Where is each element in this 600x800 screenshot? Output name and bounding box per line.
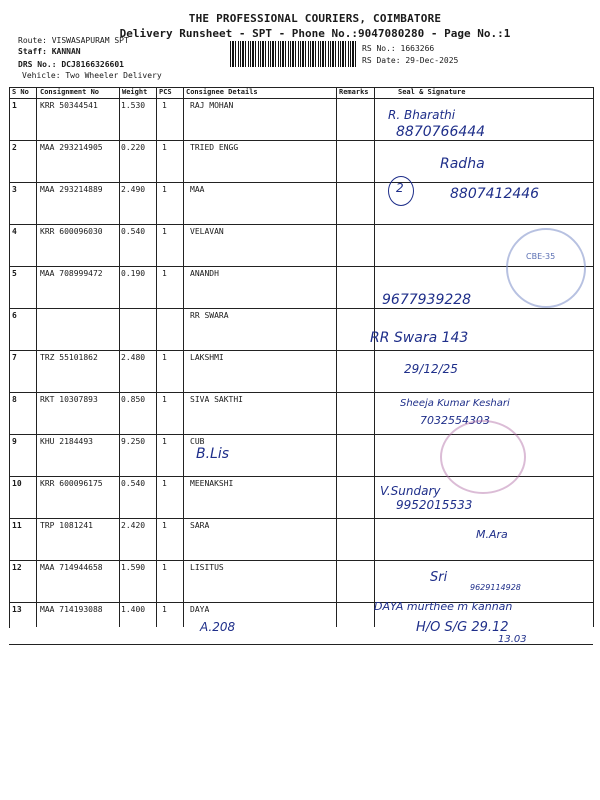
row-pcs: 1 xyxy=(162,269,167,278)
col-consignment: Consignment No xyxy=(40,88,100,96)
row-consignee: TRIED ENGG xyxy=(190,143,239,152)
row-consignee: RR SWARA xyxy=(190,311,229,320)
row-weight: 2.490 xyxy=(121,185,146,194)
row-weight: 9.250 xyxy=(121,437,146,446)
handwritten-phone: 9952015533 xyxy=(396,498,473,512)
handwritten-name: R. Bharathi xyxy=(388,108,456,122)
row-sno: 9 xyxy=(12,437,17,446)
row-pcs: 1 xyxy=(162,479,167,488)
col-pcs: PCS xyxy=(159,88,172,96)
handwritten-signature: M.Ara xyxy=(476,528,508,541)
handwritten-date: 29/12/25 xyxy=(404,362,458,376)
row-weight: 0.850 xyxy=(121,395,146,404)
row-weight: 1.590 xyxy=(121,563,146,572)
row-weight: 0.220 xyxy=(121,143,146,152)
row-pcs: 1 xyxy=(162,353,167,362)
row-pcs: 1 xyxy=(162,185,167,194)
drs-number: DRS No.: DCJ8166326601 xyxy=(18,60,124,69)
row-sno: 1 xyxy=(12,101,17,110)
row-sno: 7 xyxy=(12,353,17,362)
row-divider xyxy=(9,350,593,351)
row-consignee: ANANDH xyxy=(190,269,219,278)
seal-stamp xyxy=(506,228,586,308)
handwritten-phone: 8870766444 xyxy=(396,124,486,140)
row-divider xyxy=(9,140,593,141)
handwritten-phone: 9677939228 xyxy=(382,292,472,308)
row-consignment: MAA 293214889 xyxy=(40,185,103,194)
col-seal-signature: Seal & Signature xyxy=(398,88,466,96)
handwritten-note: H/O S/G 29.12 xyxy=(416,620,509,635)
handwritten-note: 13.03 xyxy=(498,634,527,645)
row-sno: 2 xyxy=(12,143,17,152)
runsheet-title: Delivery Runsheet - SPT - Phone No.:9047080280 - Page No.:1 xyxy=(119,27,511,40)
row-consignment: MAA 714193088 xyxy=(40,605,103,614)
row-pcs: 1 xyxy=(162,143,167,152)
row-divider xyxy=(9,224,593,225)
handwritten-note: RR Swara 143 xyxy=(370,330,469,346)
handwritten-mark: 2 xyxy=(396,181,404,195)
row-pcs: 1 xyxy=(162,101,167,110)
row-weight: 0.540 xyxy=(121,227,146,236)
row-consignee: RAJ MOHAN xyxy=(190,101,234,110)
row-consignee: VELAVAN xyxy=(190,227,224,236)
row-consignment: RKT 10307893 xyxy=(40,395,98,404)
handwritten-name: Radha xyxy=(440,156,485,172)
row-sno: 6 xyxy=(12,311,17,320)
row-pcs: 1 xyxy=(162,227,167,236)
row-pcs: 1 xyxy=(162,563,167,572)
handwritten-phone: 8807412446 xyxy=(450,186,540,202)
route-label: Route: VISWASAPURAM SPT xyxy=(18,36,129,45)
row-weight: 0.540 xyxy=(121,479,146,488)
row-divider xyxy=(9,182,593,183)
row-consignment: TRP 1081241 xyxy=(40,521,93,530)
row-sno: 10 xyxy=(12,479,22,488)
row-divider xyxy=(9,308,593,309)
col-consignee: Consignee Details xyxy=(186,88,258,96)
row-sno: 5 xyxy=(12,269,17,278)
row-consignment: MAA 708999472 xyxy=(40,269,103,278)
col-weight: Weight xyxy=(122,88,148,96)
handwritten-signature: Sri xyxy=(430,570,448,585)
row-consignee: LAKSHMI xyxy=(190,353,224,362)
row-sno: 8 xyxy=(12,395,17,404)
rs-date: RS Date: 29-Dec-2025 xyxy=(362,56,459,65)
row-consignment: KHU 2184493 xyxy=(40,437,93,446)
row-weight: 2.480 xyxy=(121,353,146,362)
row-weight: 1.400 xyxy=(121,605,146,614)
row-weight: 1.530 xyxy=(121,101,146,110)
row-consignment: TRZ 55101862 xyxy=(40,353,98,362)
row-consignee: MAA xyxy=(190,185,205,194)
row-consignee: SARA xyxy=(190,521,210,530)
handwritten-phone: 7032554303 xyxy=(420,414,490,427)
row-consignment: KRR 50344541 xyxy=(40,101,98,110)
row-consignee: LISITUS xyxy=(190,563,224,572)
row-consignment: KRR 600096030 xyxy=(40,227,103,236)
handwritten-note: B.Lis xyxy=(196,446,230,462)
row-consignee: SIVA SAKTHI xyxy=(190,395,243,404)
col-remarks: Remarks xyxy=(339,88,369,96)
handwritten-name: Sheeja Kumar Keshari xyxy=(400,398,510,409)
row-consignment: KRR 600096175 xyxy=(40,479,103,488)
row-sno: 13 xyxy=(12,605,22,614)
handwritten-address: A.208 xyxy=(200,620,236,634)
row-sno: 12 xyxy=(12,563,22,572)
barcode xyxy=(230,41,356,67)
staff-label: Staff: KANNAN xyxy=(18,47,81,56)
row-weight: 0.190 xyxy=(121,269,146,278)
company-name: THE PROFESSIONAL COURIERS, COIMBATORE xyxy=(188,12,442,25)
row-pcs: 1 xyxy=(162,605,167,614)
row-divider xyxy=(9,392,593,393)
row-pcs: 1 xyxy=(162,395,167,404)
handwritten-phone: 9629114928 xyxy=(470,583,521,592)
handwritten-name: V.Sundary xyxy=(380,484,441,498)
row-weight: 2.420 xyxy=(121,521,146,530)
row-pcs: 1 xyxy=(162,437,167,446)
row-consignee: DAYA xyxy=(190,605,210,614)
stamp-text: CBE-35 xyxy=(526,252,556,261)
rs-number: RS No.: 1663266 xyxy=(362,44,435,53)
col-sno: S No xyxy=(12,88,29,96)
row-consignee: CUB xyxy=(190,437,205,446)
seal-stamp xyxy=(440,420,526,494)
row-pcs: 1 xyxy=(162,521,167,530)
row-divider xyxy=(9,518,593,519)
row-consignment: MAA 293214905 xyxy=(40,143,103,152)
row-consignment: MAA 714944658 xyxy=(40,563,103,572)
handwritten-note: DAYA murthee m kannan xyxy=(374,600,513,613)
row-sno: 11 xyxy=(12,521,22,530)
vehicle-label: Vehicle: Two Wheeler Delivery xyxy=(22,71,162,80)
row-divider xyxy=(9,560,593,561)
row-sno: 4 xyxy=(12,227,17,236)
row-consignee: MEENAKSHI xyxy=(190,479,234,488)
row-sno: 3 xyxy=(12,185,17,194)
